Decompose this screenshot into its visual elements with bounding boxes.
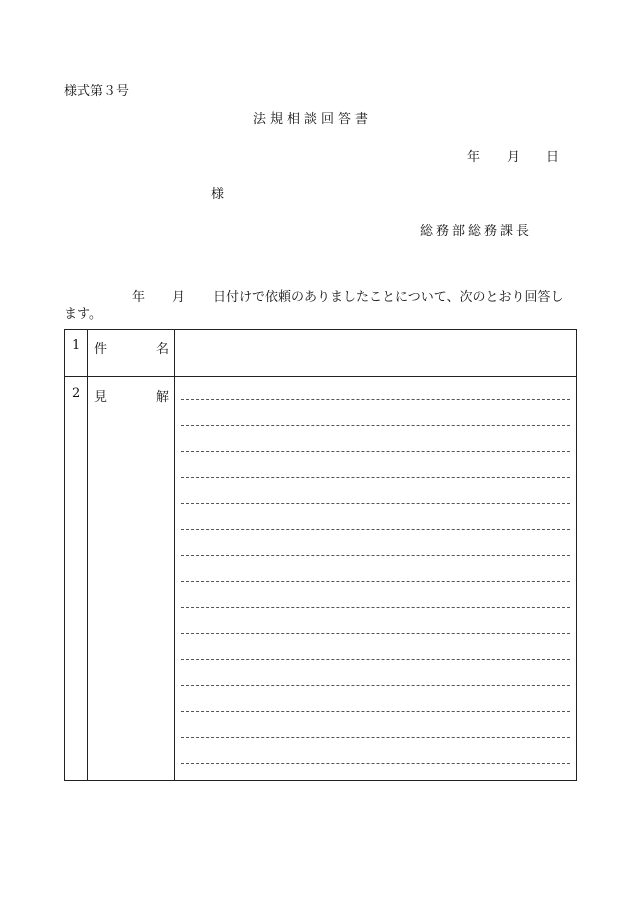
- column-divider-label: [174, 330, 175, 780]
- subject-field[interactable]: [177, 332, 569, 372]
- writing-line: [181, 451, 570, 452]
- writing-line: [181, 763, 570, 764]
- writing-line: [181, 711, 570, 712]
- writing-line: [181, 477, 570, 478]
- writing-line: [181, 399, 570, 400]
- writing-line: [181, 607, 570, 608]
- row-1-label-first: 件: [94, 342, 108, 357]
- writing-line: [181, 555, 570, 556]
- writing-line: [181, 503, 570, 504]
- intro-year-label: 年: [132, 290, 146, 305]
- form-number: 様式第３号: [64, 84, 130, 99]
- writing-line: [181, 659, 570, 660]
- row-divider: [65, 376, 576, 377]
- date-month-label: 月: [507, 150, 521, 165]
- date-year-label: 年: [467, 150, 481, 165]
- writing-line: [181, 633, 570, 634]
- intro-line-1: [64, 286, 563, 305]
- sender-title: 総務部総務課長: [420, 224, 533, 239]
- date-day-label: 日: [546, 150, 560, 165]
- row-2-number: 2: [72, 386, 81, 401]
- date-line: [467, 146, 559, 165]
- writing-line: [181, 685, 570, 686]
- writing-line: [181, 529, 570, 530]
- document-title: 法規相談回答書: [253, 112, 373, 127]
- answer-table: [64, 329, 577, 781]
- intro-month-label: 月: [172, 290, 186, 305]
- intro-line-2: ます。: [64, 307, 102, 322]
- column-divider-number: [87, 330, 88, 780]
- addressee-suffix: 様: [211, 187, 225, 202]
- row-2-label-first: 見: [94, 390, 108, 405]
- writing-line: [181, 581, 570, 582]
- row-1-number: 1: [72, 338, 81, 353]
- intro-body-text: 日付けで依頼のありましたことについて、次のとおり回答し: [213, 290, 564, 305]
- row-1-label-last: 名: [156, 342, 170, 357]
- row-2-label-last: 解: [156, 390, 170, 405]
- writing-line: [181, 737, 570, 738]
- writing-line: [181, 425, 570, 426]
